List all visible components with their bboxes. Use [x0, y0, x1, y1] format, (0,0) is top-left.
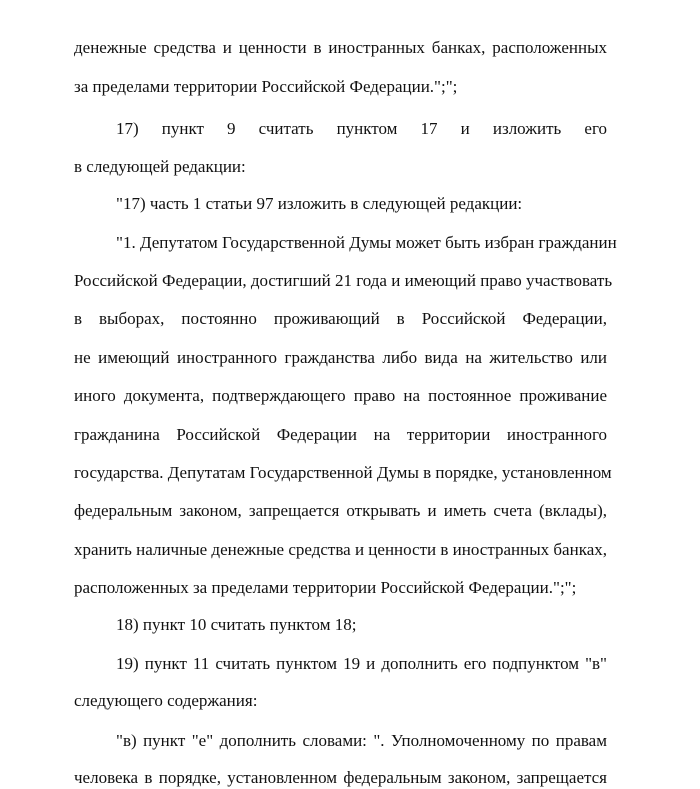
text-line: Российской Федерации, достигший 21 года и имеющий право участвовать	[74, 271, 613, 290]
text-line: хранить наличные денежные средства и ценности в иностранных банках,	[74, 540, 607, 559]
text-line: следующего содержания:	[74, 691, 258, 710]
text-line: гражданина Российской Федерации на территории иностранного	[74, 425, 607, 444]
text-line: государства. Депутатам Государственной Думы в порядке, установленном	[74, 463, 612, 482]
text-line: человека в порядке, установленном федеральным законом, запрещается	[74, 768, 607, 787]
text-line: за пределами территории Российской Федерации.";";	[74, 77, 458, 96]
text-line: "1. Депутатом Государственной Думы может быть избран гражданин	[116, 233, 617, 252]
text-line: в выборах, постоянно проживающий в Российской Федерации,	[74, 309, 607, 328]
text-line: "в) пункт "е" дополнить словами: ". Уполномоченному по правам	[116, 731, 607, 750]
text-line: денежные средства и ценности в иностранных банках, расположенных	[74, 38, 607, 57]
text-line: "17) часть 1 статьи 97 изложить в следующей редакции:	[116, 194, 523, 213]
text-line: 17) пункт 9 считать пунктом 17 и изложить его	[116, 119, 607, 138]
text-line: не имеющий иностранного гражданства либо вида на жительство или	[74, 348, 607, 367]
text-line: в следующей редакции:	[74, 157, 246, 176]
text-line: иного документа, подтверждающего право на постоянное проживание	[74, 386, 607, 405]
text-line: расположенных за пределами территории Российской Федерации.";";	[74, 578, 577, 597]
text-line: 19) пункт 11 считать пунктом 19 и дополнить его подпунктом "в"	[116, 654, 607, 673]
text-line: федеральным законом, запрещается открывать и иметь счета (вклады),	[74, 501, 607, 520]
text-line: 18) пункт 10 считать пунктом 18;	[116, 615, 357, 634]
